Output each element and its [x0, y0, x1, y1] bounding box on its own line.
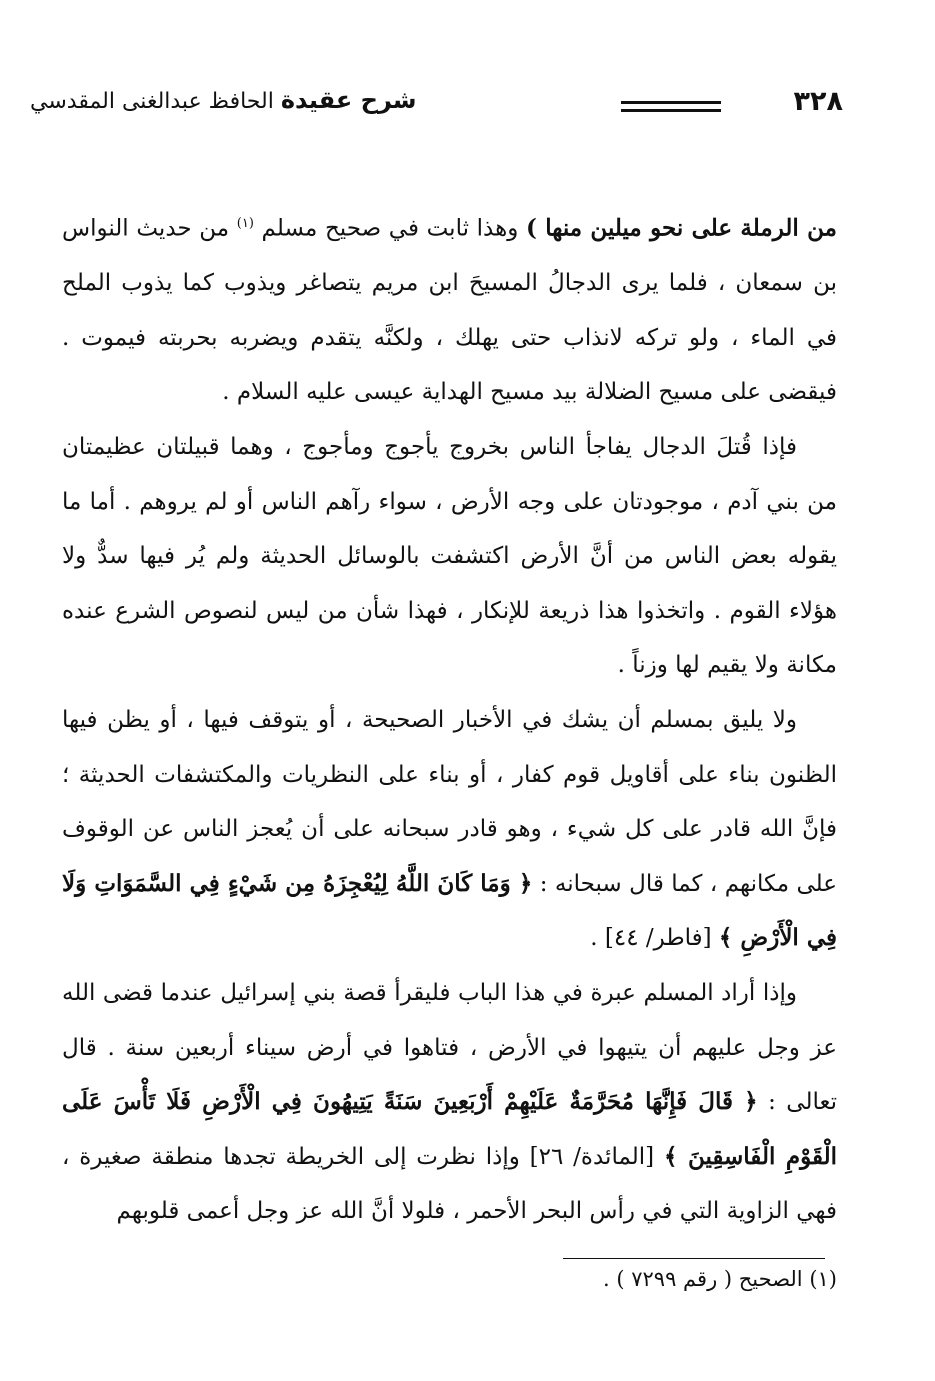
paragraph-3 [62, 693, 837, 966]
footnote-reference: (١) [236, 216, 254, 231]
paragraph-3-text: ولا يليق بمسلم أن يشك في الأخبار الصحيحة ، أو يتوقف فيها ، أو يظن فيها الظنون بناء على أقاويل قوم كفار ، أو بناء على النظريات والمكتشفات الحديثة ؛ فإنَّ الله قادر على كل شيء ، وهو قادر سبحانه على أن يُعجز الناس عن الوقوف على مكانهم ، كما قال سبحانه : [62, 707, 837, 897]
book-title-bold: شرح عقيدة [280, 86, 417, 114]
footnote: (١) الصحيح ( رقم ٧٢٩٩ ) . [603, 1267, 837, 1291]
quran-verse-fatir: ﴿ وَمَا كَانَ اللَّهُ لِيُعْجِزَهُ مِن شَيْءٍ فِي السَّمَوَاتِ وَلَا فِي الْأَرْضِ ﴾ [62, 869, 837, 952]
paragraph-4 [62, 966, 837, 1239]
page-number: ٣٢٨ [793, 86, 843, 117]
paragraph-2: فإذا قُتلَ الدجال يفاجأ الناس بخروج يأجوج ومأجوج ، وهما قبيلتان عظيمتان من بني آدم ، موجودتان على وجه الأرض ، سواء رآهم الناس أو لم يروهم . أما ما يقوله بعض الناس من أنَّ الأرض اكتشفت بالوسائل الحديثة ولم يُر فيها سدٌّ ولا هؤلاء القوم . واتخذوا هذا ذريعة للإنكار ، فهذا شأن من ليس لنصوص الشرع عنده مكانة ولا يقيم لها وزناً . [62, 434, 837, 679]
book-title [30, 86, 417, 114]
footnote-divider [563, 1258, 825, 1259]
header-rule [621, 101, 721, 112]
paragraph-4-rest: [المائدة/ ٢٦] وإذا نظرت إلى الخريطة تجدها منطقة صغيرة ، فهي الزاوية التي في رأس البحر الأحمر ، فلولا أنَّ الله عز وجل أعمى قلوبهم [62, 1143, 837, 1225]
page-header [30, 86, 843, 134]
paragraph-1-rest: من حديث النواس بن سمعان ، فلما يرى الدجالُ المسيحَ ابن مريم يتصاغر ويذوب كما يذوب الملح في الماء ، ولو تركه لانذاب حتى يهلك ، ولكنَّه يتقدم ويضربه بحربته فيموت . فيقضى على مسيح الضلالة بيد مسيح الهداية عيسى عليه السلام . [62, 215, 837, 406]
quran-verse-maidah: ﴿ قَالَ فَإِنَّهَا مُحَرَّمَةٌ عَلَيْهِمْ أَرْبَعِينَ سَنَةً يَتِيهُونَ فِي الْأَرْضِ فَلَا تَأْسَ عَلَى الْقَوْمِ الْفَاسِقِينَ ﴾ [62, 1088, 838, 1170]
page-body [62, 197, 837, 1239]
paragraph-1-text: وهذا ثابت في صحيح مسلم [253, 215, 526, 242]
paragraph-1-bold-lead: من الرملة على نحو ميلين منها ) [525, 214, 837, 242]
paragraph-1 [62, 197, 837, 420]
paragraph-4-text: وإذا أراد المسلم عبرة في هذا الباب فليقرأ قصة بني إسرائيل عندما قضى الله عز وجل عليهم أن يتيهوا في الأرض ، فتاهوا في أرض سيناء أربعين سنة . قال تعالى : [62, 979, 837, 1116]
quran-reference-fatir: [فاطر/ ٤٤] . [590, 925, 719, 952]
book-title-rest: الحافظ عبدالغنى المقدسي [30, 89, 274, 114]
